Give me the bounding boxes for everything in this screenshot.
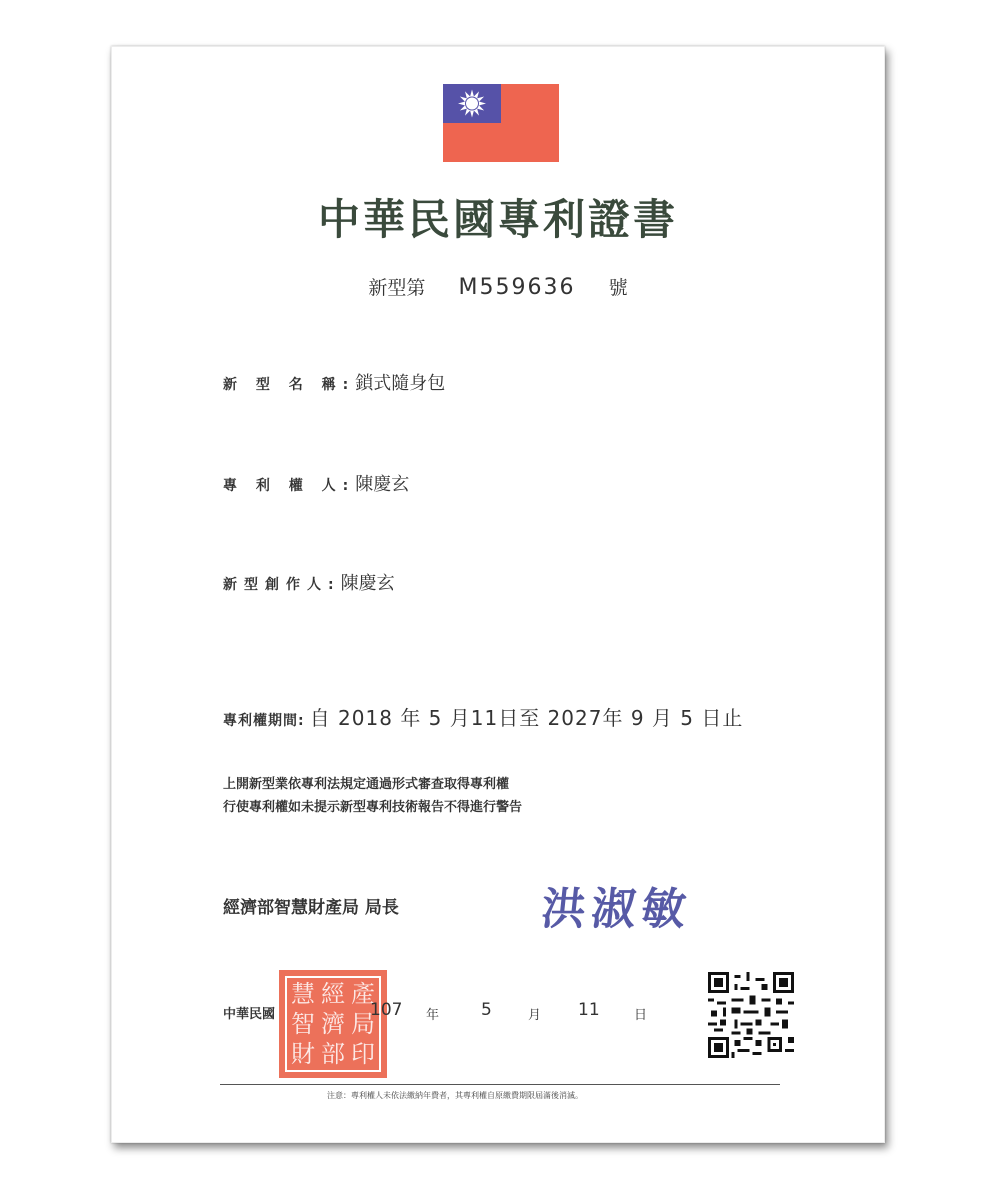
date-year-unit: 年 <box>426 1008 440 1023</box>
patent-period-label: 專利權期間: <box>223 713 305 729</box>
utility-model-name-row <box>223 369 445 395</box>
patent-period-value: 自 2018 年 5 月11日至 2027年 9 月 5 日止 <box>309 706 744 730</box>
taiwan-flag-icon <box>443 84 559 162</box>
official-title: 經濟部智慧財產局 局長 <box>223 898 399 918</box>
patent-number-line <box>112 273 884 300</box>
certificate-paper <box>111 46 885 1143</box>
date-year: 107 <box>370 1000 403 1020</box>
number-prefix: 新型第 <box>368 277 426 299</box>
creator-row <box>223 569 395 595</box>
creator-label: 新型創作人: <box>223 577 341 593</box>
date-month-unit: 月 <box>528 1008 542 1023</box>
creator-value: 陳慶玄 <box>340 573 395 594</box>
legal-notes <box>223 773 522 819</box>
seal-glyphs: 慧 經 產 智 濟 局 財 部 印 <box>291 980 375 1068</box>
legal-note-line: 上開新型業依專利法規定通過形式審查取得專利權 <box>223 777 510 792</box>
certificate-title: 中華民國專利證書 <box>317 195 678 244</box>
patent-period-row <box>223 702 743 731</box>
legal-note-line: 行使專利權如未提示新型專利技術報告不得進行警告 <box>223 800 523 815</box>
patentee-label: 專 利 權 人: <box>223 478 356 494</box>
date-day-unit: 日 <box>634 1008 648 1023</box>
utility-model-name-label: 新 型 名 稱: <box>223 377 356 393</box>
patentee-value: 陳慶玄 <box>355 474 410 495</box>
utility-model-name-value: 鎖式隨身包 <box>355 373 446 394</box>
date-day: 11 <box>578 1000 600 1020</box>
patentee-row <box>223 470 409 496</box>
director-signature: 洪淑敏 <box>538 884 695 935</box>
patent-number: M559636 <box>458 275 576 300</box>
footer-divider <box>220 1084 780 1085</box>
official-seal <box>279 970 387 1078</box>
footer-note: 注意：專利權人未依法繳納年費者，其專利權自原繳費期限屆滿後消滅。 <box>327 1091 583 1100</box>
date-month: 5 <box>481 1000 492 1020</box>
number-suffix: 號 <box>608 277 628 299</box>
qr-code-icon <box>708 972 794 1058</box>
date-era: 中華民國 <box>223 1007 276 1022</box>
